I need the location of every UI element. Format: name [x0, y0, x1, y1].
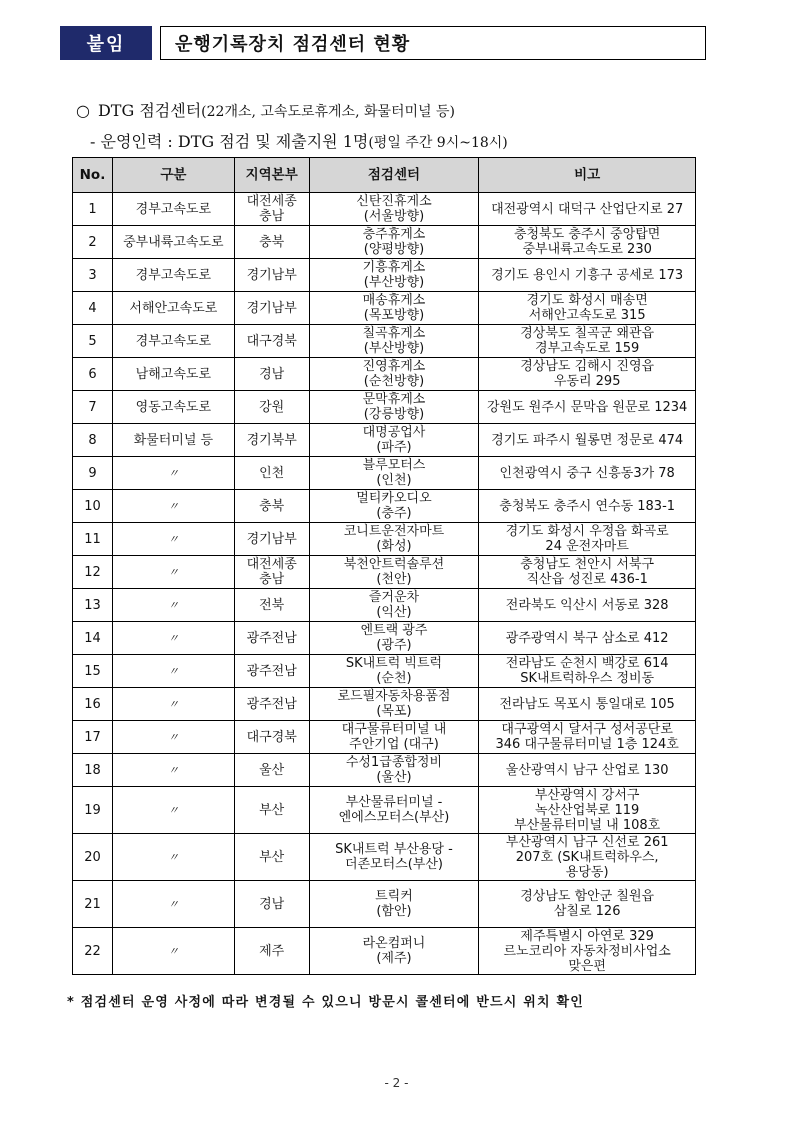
- cell-line: 대전세종: [246, 557, 297, 572]
- cell-type: 화물터미널 등: [112, 424, 234, 457]
- cell-line: 즐거운차: [368, 590, 420, 605]
- cell-line: 24 운전자마트: [545, 539, 629, 554]
- cell-region: [234, 259, 309, 292]
- cell-note: [479, 259, 696, 292]
- cell-line: 맞은편: [568, 958, 606, 974]
- cell-note: [479, 490, 696, 523]
- cell-center: [309, 834, 479, 881]
- cell-type: 〃: [112, 589, 234, 622]
- cell-no: 10: [73, 490, 113, 523]
- cell-line: 신탄진휴게소: [356, 194, 432, 209]
- cell-line: (양평방향): [363, 242, 425, 257]
- table-row: [73, 292, 696, 325]
- cell-type: 〃: [112, 754, 234, 787]
- cell-type: 〃: [112, 457, 234, 490]
- document-title: 운행기록장치 점검센터 현황: [160, 26, 706, 60]
- cell-type: 서해안고속도로: [112, 292, 234, 325]
- cell-line: 울산광역시 남구 산업로 130: [505, 762, 669, 778]
- cell-type: 〃: [112, 928, 234, 975]
- cell-line: 충청북도 충주시 중앙탑면: [513, 227, 661, 242]
- cell-line: 용당동): [565, 864, 609, 880]
- cell-note: [479, 391, 696, 424]
- cell-center: [309, 688, 479, 721]
- cell-line: 경남: [259, 896, 285, 912]
- table-row: [73, 787, 696, 834]
- cell-type: 〃: [112, 523, 234, 556]
- cell-no: 6: [73, 358, 113, 391]
- cell-line: (함안): [376, 904, 412, 919]
- table-row: [73, 622, 696, 655]
- intro-line-1: [76, 98, 455, 121]
- cell-center: [309, 358, 479, 391]
- cell-line: 경상남도 함안군 칠원읍: [520, 889, 655, 904]
- cell-line: 직산읍 성진로 436-1: [526, 572, 648, 587]
- cell-note: [479, 721, 696, 754]
- cell-type: 〃: [112, 556, 234, 589]
- cell-line: 충청북도 충주시 연수동 183-1: [499, 498, 676, 514]
- cell-line: 경상북도 칠곡군 왜관읍: [520, 326, 655, 341]
- cell-line: (강릉방향): [363, 407, 425, 422]
- cell-line: 주안기업 (대구): [349, 737, 439, 752]
- cell-center: [309, 226, 479, 259]
- cell-line: 경기도 용인시 기흥구 공세로 173: [491, 267, 684, 283]
- cell-line: 부산물류터미널 -: [345, 795, 443, 810]
- cell-region: [234, 325, 309, 358]
- cell-note: [479, 655, 696, 688]
- cell-type: 〃: [112, 721, 234, 754]
- cell-center: [309, 754, 479, 787]
- intro-line-2-paren: (평일 주간 9시~18시): [368, 135, 508, 151]
- table-row: [73, 325, 696, 358]
- cell-line: (부산방향): [363, 275, 425, 290]
- table-row: [73, 556, 696, 589]
- cell-note: [479, 928, 696, 975]
- table-row: [73, 928, 696, 975]
- cell-center: [309, 424, 479, 457]
- cell-region: [234, 226, 309, 259]
- cell-region: [234, 754, 309, 787]
- cell-type: 〃: [112, 881, 234, 928]
- cell-region: [234, 358, 309, 391]
- cell-line: 라온컴퍼니: [362, 936, 426, 951]
- cell-line: 충청남도 천안시 서북구: [520, 557, 655, 572]
- cell-center: [309, 881, 479, 928]
- cell-line: 엔에스모터스(부산): [338, 810, 450, 825]
- document-header: [60, 26, 706, 60]
- cell-center: [309, 325, 479, 358]
- cell-region: [234, 589, 309, 622]
- table-row: [73, 834, 696, 881]
- cell-region: [234, 424, 309, 457]
- cell-type: 남해고속도로: [112, 358, 234, 391]
- cell-center: [309, 193, 479, 226]
- cell-type: 〃: [112, 490, 234, 523]
- cell-note: [479, 424, 696, 457]
- table-row: [73, 457, 696, 490]
- cell-line: 강원: [259, 399, 285, 415]
- cell-no: 8: [73, 424, 113, 457]
- cell-type: 〃: [112, 787, 234, 834]
- cell-line: 부산물류터미널 내 108호: [514, 817, 661, 833]
- cell-no: 21: [73, 881, 113, 928]
- cell-type: 경부고속도로: [112, 259, 234, 292]
- intro-line-1-main: DTG 점검센터: [97, 101, 202, 120]
- table-row: [73, 589, 696, 622]
- cell-note: [479, 622, 696, 655]
- cell-line: 부산: [259, 802, 285, 818]
- cell-line: 르노코리아 자동차정비사업소: [503, 943, 671, 959]
- table-header-row: [73, 158, 696, 193]
- cell-line: 광주전남: [246, 663, 297, 679]
- cell-line: 전라북도 익산시 서동로 328: [505, 597, 669, 613]
- footnote: * 점검센터 운영 사정에 따라 변경될 수 있으니 방문시 콜센터에 반드시 위치 확인: [67, 995, 584, 1010]
- table-row: [73, 226, 696, 259]
- cell-note: [479, 292, 696, 325]
- cell-line: 광주광역시 북구 삼소로 412: [505, 630, 669, 646]
- table-row: [73, 881, 696, 928]
- cell-region: [234, 787, 309, 834]
- cell-line: 346 대구물류터미널 1층 124호: [495, 737, 679, 752]
- cell-line: (제주): [376, 951, 412, 966]
- cell-note: [479, 881, 696, 928]
- cell-type: 경부고속도로: [112, 193, 234, 226]
- cell-type: 경부고속도로: [112, 325, 234, 358]
- table-row: [73, 259, 696, 292]
- cell-line: 전라남도 순천시 백강로 614: [505, 656, 669, 671]
- cell-no: 18: [73, 754, 113, 787]
- cell-region: [234, 490, 309, 523]
- cell-line: 제주: [259, 943, 285, 959]
- cell-line: 대구경북: [246, 333, 297, 349]
- table-row: [73, 688, 696, 721]
- cell-note: [479, 226, 696, 259]
- table-row: [73, 721, 696, 754]
- cell-no: 14: [73, 622, 113, 655]
- table-row: [73, 424, 696, 457]
- cell-center: [309, 556, 479, 589]
- table-row: [73, 523, 696, 556]
- cell-no: 2: [73, 226, 113, 259]
- cell-type: 〃: [112, 622, 234, 655]
- cell-line: 북천안트럭솔루션: [343, 557, 445, 572]
- intro-line-2-main: - 운영인력 : DTG 점검 및 제출지원 1명: [90, 132, 369, 151]
- cell-line: 경부고속도로 159: [535, 341, 640, 356]
- cell-note: [479, 325, 696, 358]
- attachment-tag: 붙임: [60, 26, 152, 60]
- cell-line: 중부내륙고속도로 230: [522, 242, 652, 257]
- cell-line: 충남: [259, 572, 285, 587]
- cell-line: (부산방향): [363, 341, 425, 356]
- cell-line: 전북: [259, 597, 285, 613]
- cell-center: [309, 928, 479, 975]
- page-number: - 2 -: [384, 1076, 409, 1090]
- cell-line: 광주전남: [246, 696, 297, 712]
- cell-line: 블루모터스: [362, 458, 426, 473]
- cell-no: 15: [73, 655, 113, 688]
- cell-line: 녹산산업북로 119: [535, 802, 640, 818]
- cell-region: [234, 193, 309, 226]
- cell-note: [479, 754, 696, 787]
- cell-line: 엔트랙 광주: [360, 623, 428, 638]
- cell-line: SK내트럭 부산용당 -: [335, 842, 453, 857]
- cell-line: (충주): [376, 506, 412, 521]
- cell-no: 13: [73, 589, 113, 622]
- cell-line: 제주특별시 아연로 329: [520, 928, 654, 944]
- cell-line: 더존모터스(부산): [344, 857, 443, 872]
- cell-no: 12: [73, 556, 113, 589]
- cell-note: [479, 193, 696, 226]
- cell-center: [309, 721, 479, 754]
- cell-center: [309, 292, 479, 325]
- cell-line: 충주휴게소: [362, 227, 426, 242]
- cell-center: [309, 523, 479, 556]
- table-row: [73, 655, 696, 688]
- cell-line: 부산광역시 남구 신선로 261: [505, 834, 669, 850]
- cell-line: 삼칠로 126: [553, 904, 621, 919]
- header-center: 점검센터: [309, 158, 479, 193]
- cell-line: 경기도 화성시 매송면: [526, 293, 648, 308]
- cell-line: 수성1급종합정비: [345, 755, 443, 770]
- cell-line: 인천광역시 중구 신흥동3가 78: [499, 465, 675, 481]
- cell-line: 기흥휴게소: [362, 260, 426, 275]
- cell-region: [234, 881, 309, 928]
- cell-line: 대전광역시 대덕구 산업단지로 27: [491, 201, 684, 217]
- cell-line: (천안): [376, 572, 412, 587]
- cell-no: 5: [73, 325, 113, 358]
- cell-region: [234, 928, 309, 975]
- cell-no: 1: [73, 193, 113, 226]
- cell-region: [234, 556, 309, 589]
- table-row: [73, 754, 696, 787]
- cell-line: 경남: [259, 366, 285, 382]
- cell-no: 16: [73, 688, 113, 721]
- intro-line-1-paren: (22개소, 고속도로휴게소, 화물터미널 등): [201, 104, 456, 120]
- cell-line: (익산): [376, 605, 412, 620]
- cell-line: 대구물류터미널 내: [341, 722, 447, 737]
- header-type: 구분: [112, 158, 234, 193]
- cell-line: 부산: [259, 849, 285, 865]
- cell-center: [309, 391, 479, 424]
- cell-note: [479, 457, 696, 490]
- cell-line: 경기도 파주시 월롱면 정문로 474: [491, 432, 684, 448]
- cell-no: 19: [73, 787, 113, 834]
- cell-center: [309, 490, 479, 523]
- cell-line: 진영휴게소: [362, 359, 426, 374]
- cell-no: 17: [73, 721, 113, 754]
- cell-line: 강원도 원주시 문막읍 원문로 1234: [487, 399, 688, 415]
- table-row: [73, 490, 696, 523]
- cell-no: 11: [73, 523, 113, 556]
- cell-type: 영동고속도로: [112, 391, 234, 424]
- cell-line: 서해안고속도로 315: [528, 308, 646, 323]
- cell-center: [309, 787, 479, 834]
- header-no: No.: [73, 158, 113, 193]
- cell-line: 부산광역시 강서구: [534, 787, 640, 803]
- cell-no: 7: [73, 391, 113, 424]
- cell-line: 광주전남: [246, 630, 297, 646]
- cell-line: 경기남부: [246, 300, 297, 316]
- cell-line: (목포): [376, 704, 412, 719]
- intro-line-2: [90, 129, 508, 152]
- cell-region: [234, 622, 309, 655]
- cell-region: [234, 457, 309, 490]
- cell-type: 〃: [112, 834, 234, 881]
- circle-bullet-icon: ○: [76, 101, 90, 120]
- cell-line: (광주): [376, 638, 412, 653]
- cell-line: 우동리 295: [553, 374, 621, 389]
- cell-line: (목포방향): [363, 308, 425, 323]
- cell-no: 3: [73, 259, 113, 292]
- cell-line: 충북: [259, 234, 285, 250]
- cell-no: 20: [73, 834, 113, 881]
- table-row: [73, 391, 696, 424]
- cell-center: [309, 655, 479, 688]
- cell-line: 전라남도 목포시 통일대로 105: [499, 696, 675, 712]
- cell-line: (순천): [376, 671, 412, 686]
- cell-line: 로드필자동차용품점: [337, 689, 451, 704]
- cell-line: 대구경북: [246, 729, 297, 745]
- cell-no: 9: [73, 457, 113, 490]
- cell-region: [234, 523, 309, 556]
- cell-region: [234, 834, 309, 881]
- cell-line: 문막휴게소: [362, 392, 426, 407]
- cell-line: 경기남부: [246, 531, 297, 547]
- cell-note: [479, 688, 696, 721]
- cell-region: [234, 391, 309, 424]
- header-note: 비고: [479, 158, 696, 193]
- table-row: [73, 358, 696, 391]
- cell-line: (울산): [376, 770, 412, 785]
- header-region: 지역본부: [234, 158, 309, 193]
- cell-line: (순천방향): [363, 374, 425, 389]
- cell-line: (서울방향): [363, 209, 425, 224]
- cell-line: 경기북부: [246, 432, 297, 448]
- cell-note: [479, 556, 696, 589]
- cell-region: [234, 655, 309, 688]
- cell-type: 〃: [112, 688, 234, 721]
- cell-line: 대명공업사: [362, 425, 426, 440]
- cell-note: [479, 834, 696, 881]
- cell-line: (인천): [376, 473, 412, 488]
- cell-no: 4: [73, 292, 113, 325]
- cell-line: 칠곡휴게소: [362, 326, 426, 341]
- cell-line: 대구광역시 달서구 성서공단로: [501, 722, 673, 737]
- cell-type: 〃: [112, 655, 234, 688]
- cell-line: (화성): [376, 539, 412, 554]
- cell-line: 경상남도 김해시 진영읍: [520, 359, 655, 374]
- cell-center: [309, 589, 479, 622]
- cell-note: [479, 523, 696, 556]
- cell-line: 207호 (SK내트럭하우스,: [515, 849, 659, 865]
- cell-line: 충북: [259, 498, 285, 514]
- cell-line: 경기남부: [246, 267, 297, 283]
- cell-type: 중부내륙고속도로: [112, 226, 234, 259]
- cell-line: SK내트럭 빅트럭: [345, 656, 443, 671]
- cell-line: SK내트럭하우스 정비동: [520, 671, 655, 686]
- cell-line: 매송휴게소: [362, 293, 426, 308]
- cell-line: 트릭커: [375, 889, 413, 904]
- cell-region: [234, 292, 309, 325]
- table-row: [73, 193, 696, 226]
- cell-no: 22: [73, 928, 113, 975]
- cell-region: [234, 721, 309, 754]
- cell-region: [234, 688, 309, 721]
- cell-line: (파주): [376, 440, 412, 455]
- cell-line: 대전세종: [246, 194, 297, 209]
- cell-line: 충남: [259, 209, 285, 224]
- cell-line: 인천: [259, 465, 285, 481]
- cell-line: 멀티카오디오: [356, 491, 432, 506]
- inspection-center-table: [72, 157, 696, 975]
- cell-center: [309, 622, 479, 655]
- cell-line: 울산: [259, 762, 285, 778]
- cell-center: [309, 259, 479, 292]
- cell-note: [479, 787, 696, 834]
- cell-note: [479, 589, 696, 622]
- cell-center: [309, 457, 479, 490]
- cell-note: [479, 358, 696, 391]
- cell-line: 코니트운전자마트: [343, 524, 445, 539]
- cell-line: 경기도 화성시 우정읍 화곡로: [505, 524, 669, 539]
